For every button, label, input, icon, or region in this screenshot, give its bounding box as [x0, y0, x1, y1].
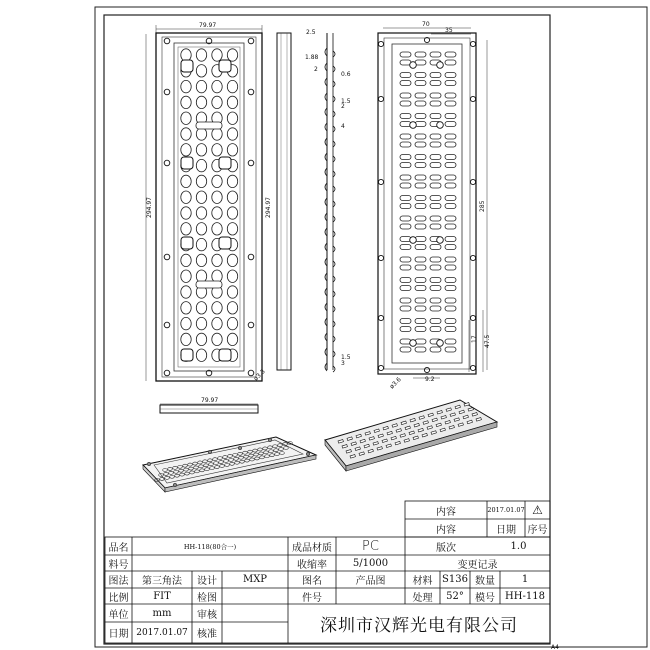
material: PC — [362, 538, 379, 554]
review-label: 审核 — [197, 609, 217, 621]
bottom-hole-label: ø3.6 — [388, 376, 403, 391]
mat: S136 — [442, 574, 468, 585]
bottom-side-dim-0: 17 — [471, 335, 478, 343]
rev-warning-icon: ⚠ — [532, 503, 543, 517]
mold-label: 模号 — [475, 592, 495, 604]
side-dim-1: 1.88 — [305, 54, 319, 61]
side-dim-2: 2 — [314, 66, 318, 73]
bottom-width-label: 70 — [422, 21, 430, 28]
shrink: 5/1000 — [352, 557, 389, 569]
qty-label: 数量 — [475, 576, 495, 587]
side-dim-4: 1.5 — [341, 98, 351, 105]
bottom-height-label: 285 — [479, 200, 486, 212]
top-width-label: 79.97 — [199, 22, 217, 29]
product-name-label: 品名 — [108, 542, 129, 554]
approve-label: 核准 — [197, 629, 217, 640]
process-label: 处理 — [412, 592, 433, 604]
side-dim-8: 3 — [341, 360, 345, 367]
product-name: HH-118(80合一) — [183, 542, 237, 551]
mat-label: 材料 — [412, 576, 433, 587]
side-height-label: 294.97 — [265, 197, 272, 218]
company-name: 深圳市汉辉光电有限公司 — [320, 616, 518, 636]
process: 52° — [446, 590, 464, 602]
mold: HH-118 — [505, 590, 545, 602]
side-dim-7: 1.5 — [341, 354, 351, 361]
item-no-label: 件号 — [302, 592, 322, 604]
drawing-name: 产品图 — [355, 576, 386, 587]
version-label: 版次 — [436, 542, 456, 554]
view-method-label: 图法 — [108, 576, 129, 587]
bottom-inner-label: 35 — [445, 27, 453, 34]
part-no-label: 料号 — [108, 559, 129, 571]
designer: MXP — [242, 574, 268, 585]
page-mark: A4 — [551, 644, 559, 650]
side-dim-5: 2 — [341, 103, 345, 110]
view-method: 第三角法 — [142, 576, 182, 587]
drawing-name-label: 图名 — [302, 576, 322, 587]
unit-label: 单位 — [108, 609, 129, 621]
scale-label: 比例 — [108, 592, 129, 604]
change-record-label: 变更记录 — [457, 559, 498, 571]
rev-row2-content: 内容 — [436, 524, 456, 536]
bottom-side-dim-1: 47.5 — [484, 334, 491, 348]
date-label: 日期 — [108, 629, 129, 640]
qty: 1 — [521, 574, 529, 585]
design-label: 设计 — [197, 576, 217, 587]
check-label: 检图 — [197, 592, 217, 604]
unit: mm — [152, 607, 172, 619]
side-dim-6: 4 — [341, 123, 345, 130]
rev-row2-date: 日期 — [496, 524, 516, 536]
bottom-dim-label: 9.2 — [425, 376, 435, 383]
end-width-label: 79.97 — [201, 397, 219, 404]
top-height-label: 294.97 — [146, 197, 153, 218]
top-hole-label: ø3.3 — [252, 368, 267, 383]
side-dim-3: 0.6 — [341, 71, 351, 78]
shrink-label: 收缩率 — [297, 559, 327, 571]
rev-row1-date: 2017.01.07 — [487, 506, 525, 514]
rev-row1-content: 内容 — [436, 506, 456, 518]
side-dim-0: 2.5 — [306, 29, 316, 36]
scale: FIT — [153, 590, 171, 602]
version: 1.0 — [510, 540, 527, 552]
rev-row2-seq: 序号 — [527, 524, 548, 536]
material-label: 成品材质 — [292, 542, 332, 554]
date: 2017.01.07 — [136, 627, 188, 638]
